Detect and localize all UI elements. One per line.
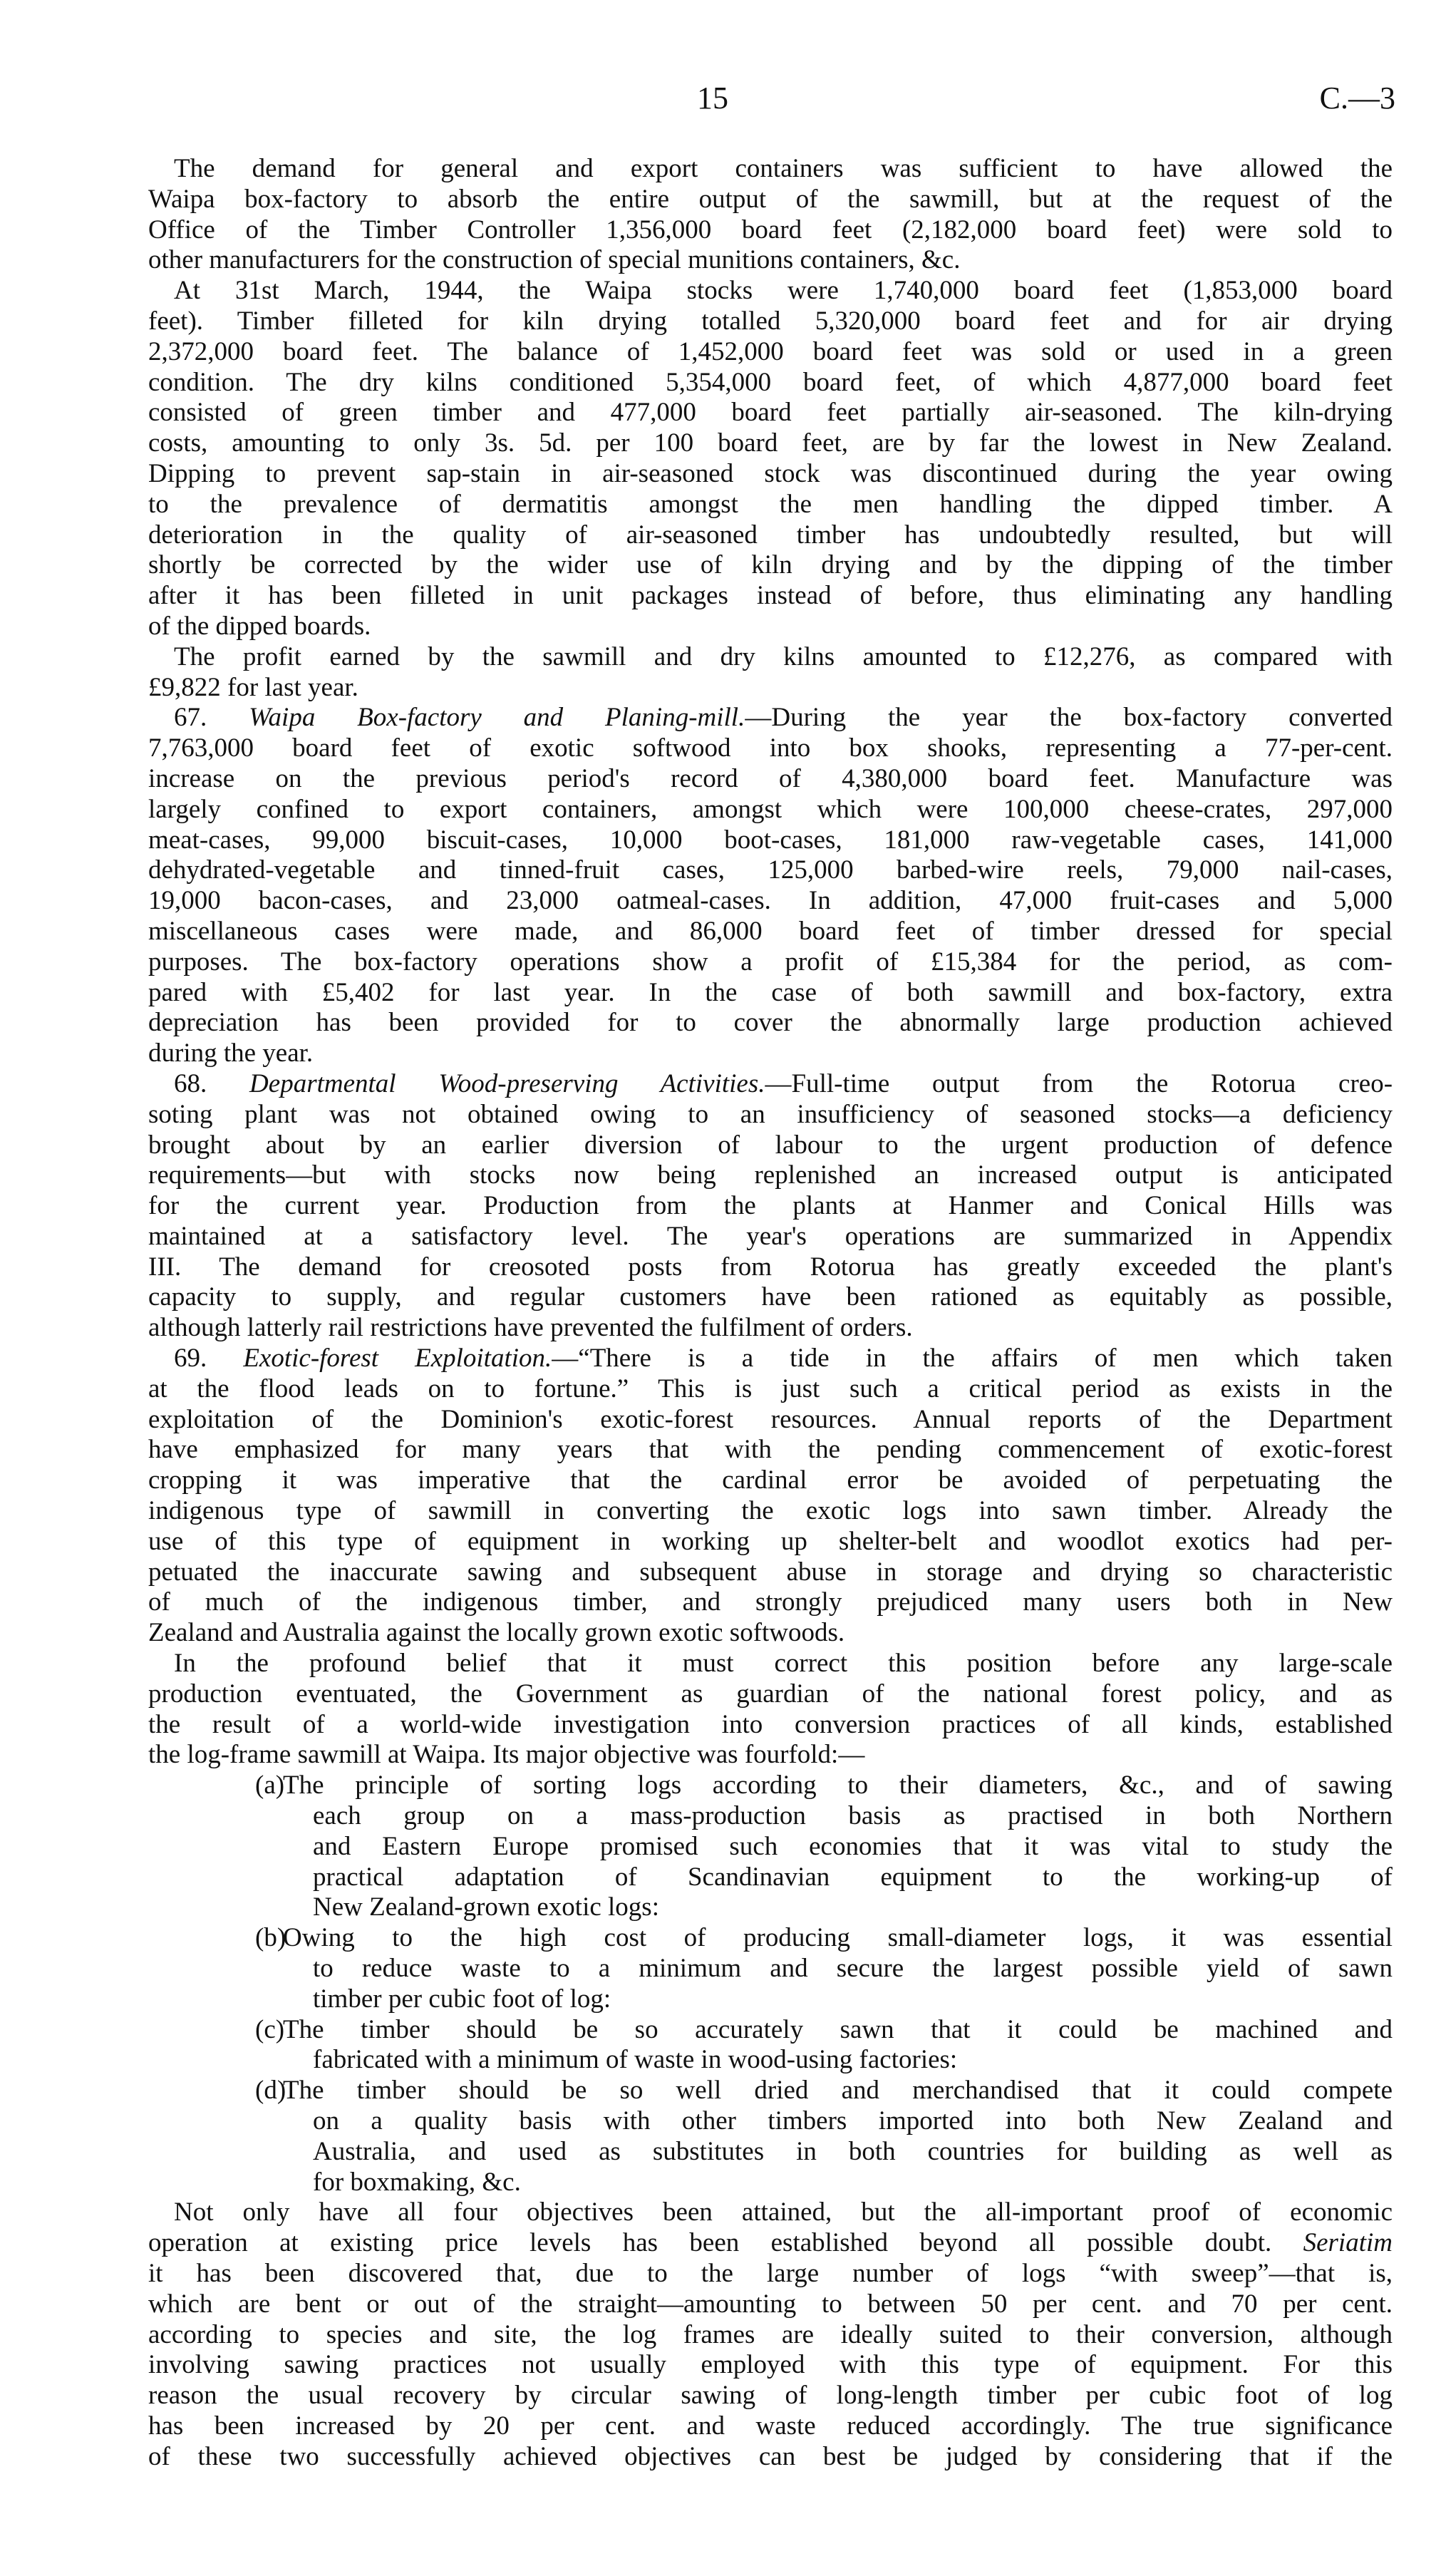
paragraph — [148, 642, 1393, 704]
text-line: although latterly rail restrictions have prevented the fulfilment of orders. — [148, 1313, 913, 1343]
text-line: Owing to the high cost of producing small-diameter logs, it was essential — [283, 1923, 1393, 1953]
text-line: The timber should be so accurately sawn that it could be machined and — [283, 2014, 1393, 2044]
document-body — [148, 154, 1393, 2473]
text-line: Australia, and used as substitutes in both countries for building as well as — [313, 2136, 1393, 2166]
text-line: for boxmaking, &c. — [313, 2167, 521, 2197]
text-line: to the prevalence of dermatitis amongst the men handling the dipped timber. A — [148, 489, 1393, 519]
text-line: production eventuated, the Government as guardian of the national forest policy, and as — [148, 1679, 1393, 1709]
list-item-label: (b) — [255, 1923, 286, 1953]
text-line: and Eastern Europe promised such economies that it was vital to study the — [313, 1831, 1393, 1861]
text-line: pared with £5,402 for last year. In the case of both sawmill and box-factory, extra — [148, 977, 1393, 1007]
text-line: The principle of sorting logs according to their diameters, &c., and of sawing — [283, 1771, 1393, 1800]
text-line: petuated the inaccurate sawing and subsequent abuse in storage and drying so characteristic — [148, 1557, 1393, 1587]
text-line: New Zealand-grown exotic logs: — [313, 1892, 659, 1922]
text-line: timber per cubic foot of log: — [313, 1984, 611, 2014]
text-line: depreciation has been provided for to cover the abnormally large production achieved — [148, 1008, 1393, 1038]
paragraph — [148, 276, 1393, 642]
text-segment: —Full-time output from the Rotorua creo- — [765, 1068, 1393, 1098]
text-line — [148, 1069, 1393, 1100]
text-line: the result of a world-wide investigation into conversion practices of all kinds, established — [148, 1709, 1393, 1739]
paragraph — [148, 1069, 1393, 1344]
text-line: it has been discovered that, due to the large number of logs “with sweep”—that is, — [148, 2258, 1393, 2288]
text-line: 7,763,000 board feet of exotic softwood into box shooks, representing a 77-per-cent. — [148, 733, 1393, 763]
paragraph — [148, 703, 1393, 1069]
text-line: 19,000 bacon-cases, and 23,000 oatmeal-cases. In addition, 47,000 fruit-cases and 5,000 — [148, 886, 1393, 916]
text-line: on a quality basis with other timbers imported into both New Zealand and — [313, 2106, 1393, 2135]
list-item — [148, 1923, 1393, 2014]
text-line: reason the usual recovery by circular sawing of long-length timber per cubic foot of log — [148, 2381, 1393, 2411]
text-line: dehydrated-vegetable and tinned-fruit cases, 125,000 barbed-wire reels, 79,000 nail-cases, — [148, 855, 1393, 885]
text-line: at the flood leads on to fortune.” This is just such a critical period as exists in the — [148, 1374, 1393, 1403]
italic-heading: Seriatim — [1303, 2228, 1393, 2258]
text-line: of much of the indigenous timber, and strongly prejudiced many users both in New — [148, 1587, 1393, 1617]
text-line: feet). Timber filleted for kiln drying totalled 5,320,000 board feet and for air drying — [148, 306, 1393, 336]
text-segment: 67. — [174, 703, 249, 733]
text-line: requirements—but with stocks now being replenished an increased output is anticipated — [148, 1160, 1393, 1190]
text-line: largely confined to export containers, amongst which were 100,000 cheese-crates, 297,000 — [148, 794, 1393, 824]
text-line: each group on a mass-production basis as practised in both Northern — [313, 1801, 1393, 1831]
text-segment: —During the year the box-factory converted — [745, 703, 1393, 733]
text-line: of these two successfully achieved objectives can best be judged by considering that if the — [148, 2441, 1393, 2471]
text-line: The profit earned by the sawmill and dry kilns amounted to £12,276, as compared with — [174, 642, 1393, 671]
text-line: Not only have all four objectives been attained, but the all-important proof of economic — [174, 2198, 1393, 2227]
list-item-label: (d) — [255, 2076, 286, 2106]
text-line: involving sawing practices not usually employed with this type of equipment. For this — [148, 2350, 1393, 2380]
list-item — [148, 1771, 1393, 1923]
paragraph — [148, 1344, 1393, 1649]
list-item — [148, 2076, 1393, 2198]
text-line: of the dipped boards. — [148, 611, 371, 641]
text-line: after it has been filleted in unit packages instead of before, thus eliminating any handling — [148, 581, 1393, 611]
text-line: exploitation of the Dominion's exotic-forest resources. Annual reports of the Department — [148, 1404, 1393, 1434]
text-line: use of this type of equipment in working up shelter-belt and woodlot exotics had per- — [148, 1526, 1393, 1556]
text-line: consisted of green timber and 477,000 board feet partially air-seasoned. The kiln-drying — [148, 398, 1393, 428]
text-line: costs, amounting to only 3s. 5d. per 100 board feet, are by far the lowest in New Zealand. — [148, 428, 1393, 458]
text-line: condition. The dry kilns conditioned 5,354,000 board feet, of which 4,877,000 board feet — [148, 367, 1393, 397]
text-line: £9,822 for last year. — [148, 672, 358, 702]
text-line: purposes. The box-factory operations show a profit of £15,384 for the period, as com- — [148, 947, 1393, 977]
text-line: The demand for general and export containers was sufficient to have allowed the — [174, 154, 1393, 183]
text-line: to reduce waste to a minimum and secure the largest possible yield of sawn — [313, 1954, 1393, 1984]
text-line: The timber should be so well dried and merchandised that it could compete — [283, 2076, 1393, 2106]
text-line: Waipa box-factory to absorb the entire output of the sawmill, but at the request of the — [148, 184, 1393, 214]
text-line: the log-frame sawmill at Waipa. Its major objective was fourfold:— — [148, 1740, 865, 1770]
text-line: III. The demand for creosoted posts from Rotorua has greatly exceeded the plant's — [148, 1252, 1393, 1282]
text-line: increase on the previous period's record of 4,380,000 board feet. Manufacture was — [148, 763, 1393, 793]
paragraph — [148, 154, 1393, 276]
text-line — [148, 1344, 1393, 1374]
text-segment: 68. — [174, 1068, 250, 1098]
text-line — [148, 2228, 1393, 2259]
text-line: fabricated with a minimum of waste in wood-using factories: — [313, 2045, 958, 2075]
italic-heading: Exotic-forest Exploitation. — [243, 1344, 552, 1374]
text-line: Zealand and Australia against the locally grown exotic softwoods. — [148, 1618, 845, 1648]
text-line: maintained at a satisfactory level. The year's operations are summarized in Appendix — [148, 1221, 1393, 1251]
text-segment: 69. — [174, 1344, 244, 1374]
italic-heading: Waipa Box-factory and Planing-mill. — [249, 703, 745, 733]
list-item-label: (a) — [255, 1771, 285, 1800]
text-line: which are bent or out of the straight—amounting to between 50 per cent. and 70 per cent. — [148, 2289, 1393, 2319]
text-line: brought about by an earlier diversion of labour to the urgent production of defence — [148, 1130, 1393, 1160]
text-line: for the current year. Production from the plants at Hanmer and Conical Hills was — [148, 1191, 1393, 1221]
text-line: meat-cases, 99,000 biscuit-cases, 10,000 boot-cases, 181,000 raw-vegetable cases, 141,000 — [148, 825, 1393, 855]
text-line: capacity to supply, and regular customers have been rationed as equitably as possible, — [148, 1282, 1393, 1312]
text-line: Office of the Timber Controller 1,356,000 board feet (2,182,000 board feet) were sold to — [148, 215, 1393, 244]
text-line: 2,372,000 board feet. The balance of 1,452,000 board feet was sold or used in a green — [148, 336, 1393, 366]
list-item — [148, 2015, 1393, 2076]
document-reference: C.—3 — [1319, 81, 1395, 115]
text-segment: operation at existing price levels has been established beyond all possible doubt. — [148, 2228, 1303, 2258]
paragraph — [148, 2198, 1393, 2472]
page-number: 15 — [697, 81, 728, 115]
text-line: Dipping to prevent sap-stain in air-seasoned stock was discontinued during the year owing — [148, 458, 1393, 488]
text-line: have emphasized for many years that with the pending commencement of exotic-forest — [148, 1435, 1393, 1465]
text-line: has been increased by 20 per cent. and waste reduced accordingly. The true significance — [148, 2411, 1393, 2441]
paragraph — [148, 1649, 1393, 1771]
text-line: At 31st March, 1944, the Waipa stocks were 1,740,000 board feet (1,853,000 board — [174, 276, 1393, 306]
text-line: miscellaneous cases were made, and 86,000 board feet of timber dressed for special — [148, 916, 1393, 946]
text-line: practical adaptation of Scandinavian equipment to the working-up of — [313, 1862, 1393, 1892]
text-line: shortly be corrected by the wider use of kiln drying and by the dipping of the timber — [148, 550, 1393, 580]
list-item-label: (c) — [255, 2014, 285, 2044]
text-line — [148, 703, 1393, 733]
text-line: other manufacturers for the construction of special munitions containers, &c. — [148, 245, 961, 275]
text-line: indigenous type of sawmill in converting the exotic logs into sawn timber. Already the — [148, 1496, 1393, 1526]
text-line: according to species and site, the log frames are ideally suited to their conversion, although — [148, 2319, 1393, 2349]
text-line: In the profound belief that it must correct this position before any large-scale — [174, 1649, 1393, 1679]
text-segment: —“There is a tide in the affairs of men which taken — [552, 1344, 1393, 1374]
text-line: deterioration in the quality of air-seasoned timber has undoubtedly resulted, but will — [148, 520, 1393, 550]
text-line: soting plant was not obtained owing to an insufficiency of seasoned stocks—a deficiency — [148, 1099, 1393, 1129]
italic-heading: Departmental Wood-preserving Activities. — [249, 1068, 765, 1098]
text-line: during the year. — [148, 1039, 314, 1068]
text-line: cropping it was imperative that the cardinal error be avoided of perpetuating the — [148, 1465, 1393, 1495]
